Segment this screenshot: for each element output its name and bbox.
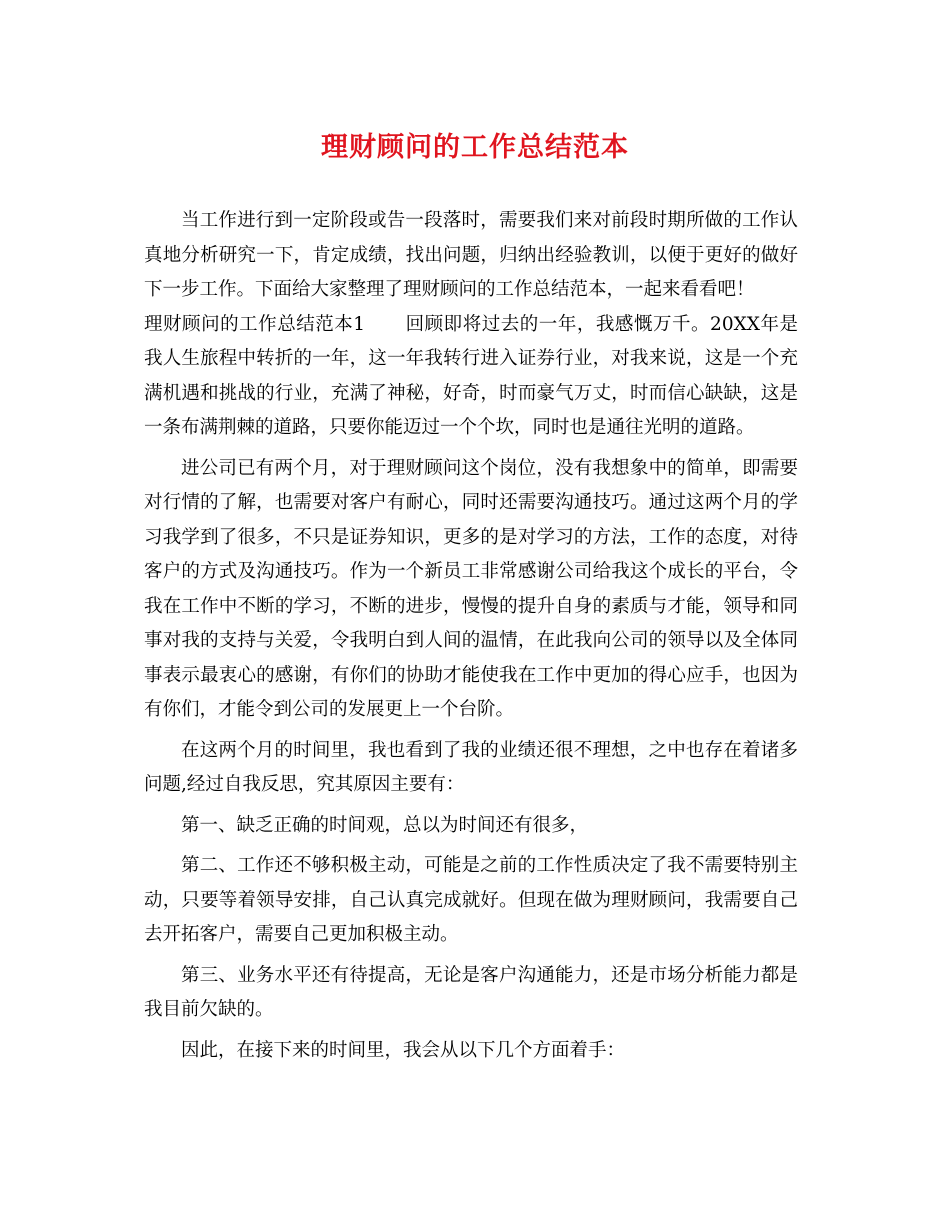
document-body — [144, 204, 798, 1068]
document-title: 理财顾问的工作总结范本 — [321, 132, 629, 163]
body-paragraph: 在这两个月的时间里，我也看到了我的业绩还很不理想，之中也存在着诸多问题,经过自我反思，究其原因主要有： — [144, 739, 798, 795]
intro-paragraph: 当工作进行到一定阶段或告一段落时，需要我们来对前段时期所做的工作认真地分析研究一下，肯定成绩，找出问题，归纳出经验教训，以便于更好的做好下一步工作。下面给大家整理了理财顾问的工作总结范本，一起来看看吧！ — [144, 210, 798, 300]
section-opening: 回顾即将过去的一年，我感慨万千。20XX年是我人生旅程中转折的一年，这一年我转行进入证券行业，对我来说，这是一个充满机遇和挑战的行业，充满了神秘，好奇，时而豪气万丈，时而信心缺缺，这是一条布满荆棘的道路，只要你能迈过一个个坎，同时也是通往光明的道路。 — [144, 313, 798, 438]
body-paragraph: 因此，在接下来的时间里，我会从以下几个方面着手： — [181, 1039, 626, 1061]
body-paragraph: 第一、缺乏正确的时间观，总以为时间还有很多， — [181, 814, 589, 836]
body-paragraph: 第三、业务水平还有待提高，无论是客户沟通能力，还是市场分析能力都是我目前欠缺的。 — [144, 964, 798, 1020]
section-heading: 理财顾问的工作总结范本1 — [144, 313, 366, 335]
body-paragraph: 第二、工作还不够积极主动，可能是之前的工作性质决定了我不需要特别主动，只要等着领导安排，自己认真完成就好。但现在做为理财顾问，我需要自己去开拓客户，需要自己更加积极主动。 — [144, 855, 798, 945]
section-paragraph — [144, 308, 798, 446]
body-paragraph: 进公司已有两个月，对于理财顾问这个岗位，没有我想象中的简单，即需要对行情的了解，也需要对客户有耐心，同时还需要沟通技巧。通过这两个月的学习我学到了很多，不只是证券知识，更多的是对学习的方法，工作的态度，对待客户的方式及沟通技巧。作为一个新员工非常感谢公司给我这个成长的平台，令我在工作中不断的学习，不断的进步，慢慢的提升自身的素质与才能，领导和同事对我的支持与关爱，令我明白到人间的温情，在此我向公司的领导以及全体同事表示最衷心的感谢，有你们的协助才能使我在工作中更加的得心应手，也因为有你们，才能令到公司的发展更上一个台阶。 — [144, 457, 798, 720]
